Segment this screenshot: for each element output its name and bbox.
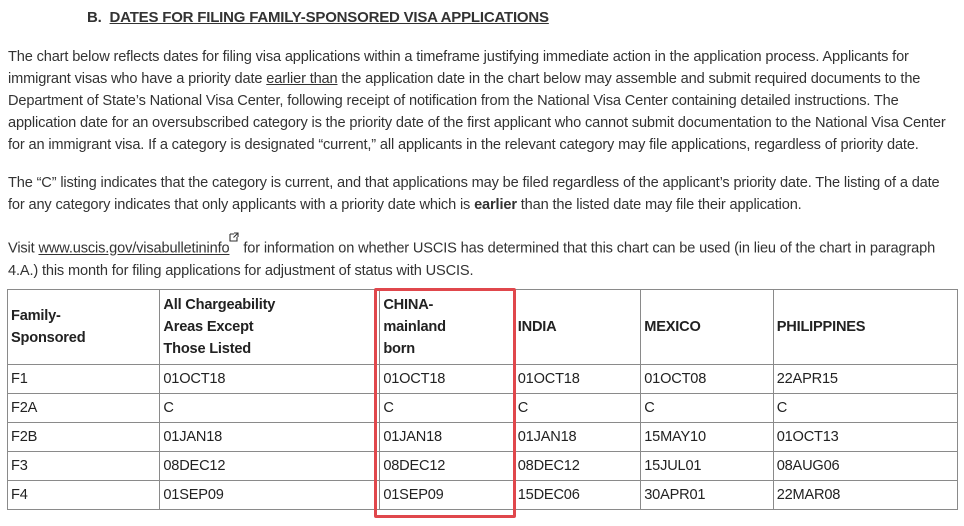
cell-mexico: C	[641, 394, 773, 423]
section-letter: B.	[87, 9, 102, 26]
table-row	[8, 452, 958, 481]
header-mexico: MEXICO	[641, 290, 773, 365]
cell-india: 08DEC12	[514, 452, 641, 481]
header-philippines: PHILIPPINES	[773, 290, 957, 365]
row-category: F4	[8, 481, 160, 510]
table-row	[8, 394, 958, 423]
cell-china: 01OCT18	[380, 365, 514, 394]
row-category: F2A	[8, 394, 160, 423]
current-text-1: The “C” listing indicates that the category is current, and that applications may be filed regardless of the applicant’s priority date. The listing of a date for any category indicates that only applicants with a priority date which is	[8, 175, 940, 213]
header-china: CHINA- mainland born	[380, 290, 514, 365]
row-category: F2B	[8, 423, 160, 452]
table-row	[8, 481, 958, 510]
uscis-paragraph	[8, 232, 958, 282]
intro-paragraph	[8, 46, 958, 156]
earlier-emphasis: earlier	[474, 197, 517, 213]
header-india: INDIA	[514, 290, 641, 365]
table-row	[8, 423, 958, 452]
cell-india: 01OCT18	[514, 365, 641, 394]
earlier-than-emphasis: earlier than	[266, 71, 338, 87]
header-all-chargeability: All Chargeability Areas Except Those Listed	[160, 290, 380, 365]
row-category: F1	[8, 365, 160, 394]
section-heading	[87, 9, 549, 26]
cell-china: 01JAN18	[380, 423, 514, 452]
cell-china: C	[380, 394, 514, 423]
header-family-sponsored: Family- Sponsored	[8, 290, 160, 365]
external-link-icon[interactable]	[229, 238, 239, 250]
table-header-row	[8, 290, 958, 365]
table-row	[8, 365, 958, 394]
cell-philippines: C	[773, 394, 957, 423]
uscis-text: for information on whether USCIS has determined that this chart can be used (in lieu of the chart in paragraph 4.A.) this month for filing applications for adjustment of status with USCIS.	[8, 240, 936, 279]
cell-all-chargeability: C	[160, 394, 380, 423]
current-text-2: than the listed date may file their application.	[516, 197, 802, 213]
cell-china: 08DEC12	[380, 452, 514, 481]
uscis-link[interactable]: www.uscis.gov/visabulletininfo	[38, 240, 230, 257]
cell-all-chargeability: 08DEC12	[160, 452, 380, 481]
cell-philippines: 01OCT13	[773, 423, 957, 452]
intro-text-2: the application date in the chart below may assemble and submit required documents to the Department of State’s National Visa Center, following receipt of notification from the National Visa Center containing detailed instructions. The application date for an oversubscribed category is the priority date of the first applicant who cannot submit documentation to the National Visa Center for an immigrant visa. If a category is designated “current,” all applicants in the relevant category may file applications, regardless of priority date.	[8, 71, 946, 153]
cell-all-chargeability: 01JAN18	[160, 423, 380, 452]
cell-mexico: 15JUL01	[641, 452, 773, 481]
cell-philippines: 22MAR08	[773, 481, 957, 510]
cell-china: 01SEP09	[380, 481, 514, 510]
cell-philippines: 22APR15	[773, 365, 957, 394]
cell-mexico: 15MAY10	[641, 423, 773, 452]
visit-text: Visit	[8, 240, 39, 257]
section-title: DATES FOR FILING FAMILY-SPONSORED VISA APPLICATIONS	[109, 9, 549, 26]
cell-india: 15DEC06	[514, 481, 641, 510]
intro-text-1: The chart below reflects dates for filing visa applications within a timeframe justifying immediate action in the application process. Applicants for immigrant visas who have a priority date	[8, 49, 909, 87]
filing-dates-table	[7, 289, 958, 510]
current-listing-paragraph	[8, 172, 958, 216]
cell-mexico: 01OCT08	[641, 365, 773, 394]
cell-philippines: 08AUG06	[773, 452, 957, 481]
cell-india: 01JAN18	[514, 423, 641, 452]
cell-india: C	[514, 394, 641, 423]
cell-all-chargeability: 01SEP09	[160, 481, 380, 510]
cell-all-chargeability: 01OCT18	[160, 365, 380, 394]
cell-mexico: 30APR01	[641, 481, 773, 510]
row-category: F3	[8, 452, 160, 481]
